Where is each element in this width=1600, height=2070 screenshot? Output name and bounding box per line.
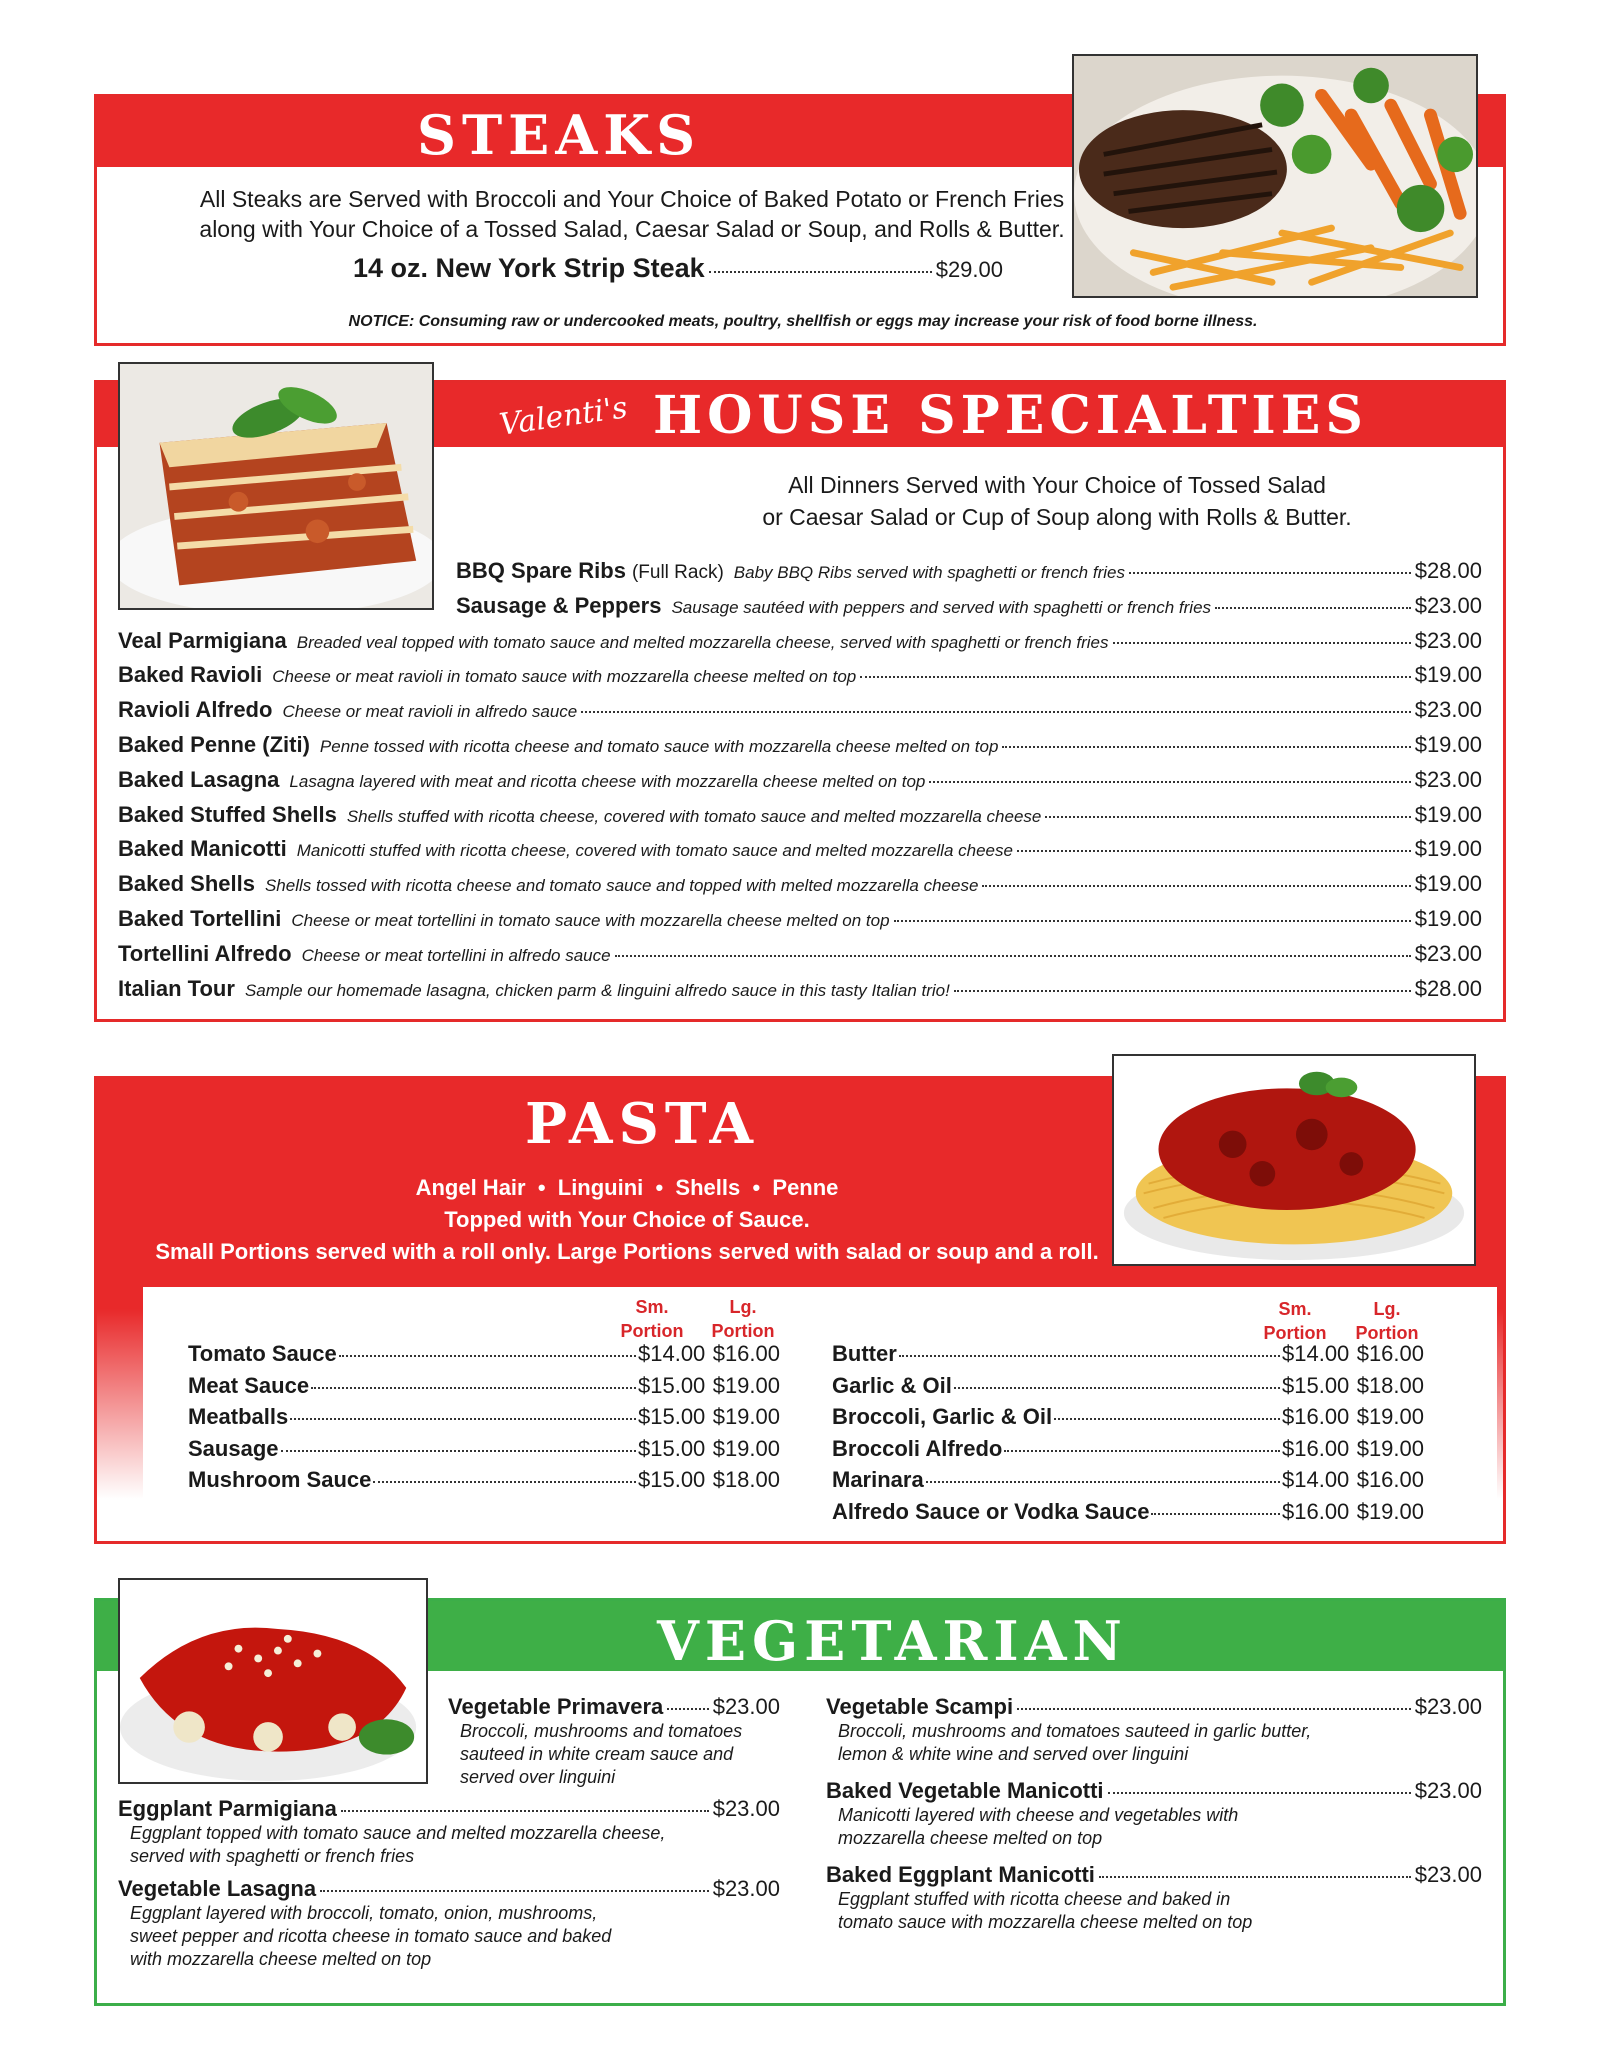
specialty-price: $19.00 (1414, 836, 1482, 862)
specialty-row (118, 941, 1482, 967)
leader-dots (1004, 1450, 1280, 1452)
leader-dots (281, 1450, 637, 1452)
vegetarian-desc: Broccoli, mushrooms and tomatoes sauteed in white cream sauce and served over linguini (460, 1721, 743, 1787)
specialty-row (118, 662, 1482, 688)
specialty-name: Tortellini Alfredo (118, 940, 292, 966)
specialty-name: Sausage & Peppers (456, 592, 662, 618)
pasta-row (832, 1436, 1424, 1462)
pasta-large-price: $18.00 (1356, 1372, 1424, 1398)
vegetarian-name: Vegetable Scampi (826, 1694, 1014, 1719)
leader-dots (926, 1481, 1280, 1483)
specialty-name: Baked Stuffed Shells (118, 801, 337, 827)
leader-dots (1045, 816, 1410, 818)
vegetarian-item-header (826, 1778, 1482, 1804)
specialty-row (118, 767, 1482, 793)
steak-photo-icon (1072, 54, 1478, 298)
pasta-large-price: $19.00 (712, 1372, 780, 1398)
leader-dots (982, 885, 1410, 887)
manicotti-photo-icon (118, 1578, 428, 1784)
leader-dots (1099, 1876, 1411, 1878)
leader-dots (581, 711, 1410, 713)
pasta-sauce-name: Marinara (832, 1467, 924, 1493)
pasta-small-price: $15.00 (638, 1435, 706, 1461)
vegetarian-price: $23.00 (1414, 1694, 1482, 1719)
leader-dots (1113, 642, 1411, 644)
specialty-desc: Shells stuffed with ricotta cheese, covered with tomato sauce and melted mozzarella cheese (346, 806, 1042, 826)
leader-dots (615, 955, 1411, 957)
specialty-desc: Manicotti stuffed with ricotta cheese, covered with tomato sauce and melted mozzarella cheese (296, 841, 1013, 861)
pasta-sauce-name: Alfredo Sauce or Vodka Sauce (832, 1499, 1150, 1524)
pasta-row (188, 1436, 780, 1462)
pasta-large-price: $19.00 (1356, 1435, 1424, 1461)
specialty-name: Baked Manicotti (118, 836, 287, 862)
steaks-title: STEAKS (417, 103, 702, 167)
specialty-row (118, 628, 1482, 654)
pasta-sauce-name: Meatballs (188, 1404, 289, 1430)
specialty-desc: Cheese or meat tortellini in alfredo sauce (301, 945, 611, 965)
steaks-notice: NOTICE: Consuming raw or undercooked meats, poultry, shellfish or eggs may increase your risk of food borne illness. (348, 313, 1258, 330)
vegetarian-price: $23.00 (1414, 1778, 1482, 1803)
leader-dots (320, 1890, 709, 1892)
specialty-name: Baked Ravioli (118, 662, 263, 688)
specialty-price: $19.00 (1414, 662, 1482, 688)
specialty-row (118, 802, 1482, 828)
vegetarian-price: $23.00 (712, 1796, 780, 1821)
specialty-row (118, 697, 1482, 723)
vegetarian-item-header (448, 1694, 780, 1720)
specialties-script: Valenti's (497, 390, 630, 443)
specialty-desc: Breaded veal topped with tomato sauce and melted mozzarella cheese, served with spaghetti or french fries (296, 632, 1109, 652)
specialty-name: Baked Tortellini (118, 906, 282, 931)
leader-dots (373, 1481, 636, 1483)
pasta-large-price: $19.00 (1356, 1404, 1424, 1430)
vegetarian-item (826, 1862, 1482, 1934)
pasta-sauce-name: Butter (832, 1341, 897, 1366)
specialty-price: $19.00 (1414, 906, 1482, 931)
vegetarian-name: Eggplant Parmigiana (118, 1796, 337, 1821)
leader-dots (667, 1708, 708, 1710)
pasta-small-price: $15.00 (638, 1404, 706, 1430)
pasta-row (832, 1404, 1424, 1430)
pasta-row (832, 1341, 1424, 1367)
specialty-note: (Full Rack) (631, 562, 724, 583)
vegetarian-name: Vegetable Primavera (448, 1694, 664, 1719)
pasta-large-price: $16.00 (1356, 1341, 1424, 1366)
specialty-desc: Cheese or meat ravioli in tomato sauce with mozzarella cheese melted on top (272, 667, 857, 687)
vegetarian-desc: Manicotti layered with cheese and vegetables with mozzarella cheese melted on top (838, 1805, 1239, 1848)
specialty-row (118, 906, 1482, 932)
pasta-small-price: $16.00 (1282, 1435, 1350, 1461)
leader-dots (1002, 746, 1410, 748)
specialty-price: $23.00 (1414, 592, 1482, 618)
leader-dots (311, 1387, 636, 1389)
leader-dots (1151, 1513, 1280, 1515)
pasta-row (832, 1499, 1424, 1525)
pasta-small-price: $16.00 (1282, 1404, 1350, 1430)
specialty-name: Italian Tour (118, 975, 235, 1001)
pasta-sauce-name: Meat Sauce (188, 1372, 310, 1398)
vegetarian-name: Vegetable Lasagna (118, 1876, 317, 1901)
vegetarian-desc: Eggplant topped with tomato sauce and melted mozzarella cheese, served with spaghetti or french fries (130, 1823, 666, 1866)
specialty-name: Veal Parmigiana (118, 627, 287, 653)
vegetarian-desc: Eggplant layered with broccoli, tomato, onion, mushrooms, sweet pepper and ricotta cheese in tomato sauce and baked with mozzarella cheese melted on top (130, 1903, 612, 1969)
specialty-row (456, 558, 1482, 584)
specialty-price: $28.00 (1414, 558, 1482, 583)
left-small-heading: Sm. Portion (620, 1297, 684, 1341)
specialty-row (118, 976, 1482, 1002)
pasta-sauce-name: Broccoli, Garlic & Oil (832, 1404, 1053, 1430)
leader-dots (860, 676, 1410, 678)
pasta-large-price: $16.00 (712, 1341, 780, 1366)
pasta-sauce-name: Tomato Sauce (188, 1341, 337, 1366)
vegetarian-item (118, 1876, 780, 1971)
lasagna-photo-icon (118, 362, 434, 610)
pasta-small-price: $15.00 (638, 1372, 706, 1398)
pasta-small-price: $15.00 (1282, 1372, 1350, 1398)
pasta-small-price: $14.00 (1282, 1341, 1350, 1366)
specialty-desc: Cheese or meat ravioli in alfredo sauce (282, 702, 578, 722)
leader-dots (290, 1418, 636, 1420)
specialty-desc: Sausage sautéed with peppers and served with spaghetti or french fries (671, 597, 1212, 617)
specialties-intro-1: All Dinners Served with Your Choice of Tossed Salad (788, 472, 1326, 498)
pasta-small-price: $16.00 (1282, 1499, 1350, 1524)
leader-dots (954, 1387, 1280, 1389)
specialty-row (456, 593, 1482, 619)
vegetarian-item (826, 1778, 1482, 1850)
vegetarian-desc: Eggplant stuffed with ricotta cheese and baked in tomato sauce with mozzarella cheese melted on top (838, 1889, 1253, 1932)
leader-dots (1017, 1708, 1411, 1710)
specialty-name: Ravioli Alfredo (118, 697, 273, 723)
pasta-row (188, 1373, 780, 1399)
steaks-intro-1: All Steaks are Served with Broccoli and Your Choice of Baked Potato or French Fries (199, 186, 1065, 212)
pasta-large-price: $19.00 (712, 1435, 780, 1461)
vegetarian-desc: Broccoli, mushrooms and tomatoes sauteed in garlic butter, lemon & white wine and served over linguini (838, 1721, 1312, 1764)
pasta-row (832, 1373, 1424, 1399)
specialty-desc: Shells tossed with ricotta cheese and tomato sauce and topped with melted mozzarella cheese (264, 876, 979, 896)
pasta-line3: Small Portions served with a roll only. Large Portions served with salad or soup and a roll. (155, 1239, 1099, 1264)
steak-item (353, 253, 1003, 284)
pasta-line2: Topped with Your Choice of Sauce. (444, 1207, 810, 1232)
vegetarian-item (118, 1796, 780, 1868)
specialty-name: Baked Lasagna (118, 766, 280, 792)
specialty-desc: Penne tossed with ricotta cheese and tomato sauce with mozzarella cheese melted on top (319, 737, 999, 756)
leader-dots (929, 781, 1410, 783)
specialty-desc: Sample our homemade lasagna, chicken parm & linguini alfredo sauce in this tasty Italian trio! (244, 980, 950, 1000)
pasta-row (832, 1467, 1424, 1493)
pasta-small-price: $15.00 (638, 1467, 706, 1493)
specialty-row (118, 732, 1482, 758)
pasta-sauce-name: Broccoli Alfredo (832, 1435, 1003, 1461)
vegetarian-price: $23.00 (712, 1876, 780, 1901)
specialty-name: Baked Shells (118, 871, 255, 897)
leader-dots (894, 920, 1411, 922)
specialties-title: HOUSE SPECIALTIES (653, 385, 1368, 446)
pasta-row (188, 1404, 780, 1430)
steak-item-name: 14 oz. New York Strip Steak (353, 253, 705, 283)
pasta-title: PASTA (525, 1091, 759, 1157)
specialty-price: $19.00 (1414, 801, 1482, 827)
left-large-heading: Lg. Portion (711, 1297, 775, 1341)
right-small-heading: Sm. Portion (1263, 1299, 1327, 1343)
vegetarian-price: $23.00 (1414, 1862, 1482, 1887)
leader-dots (1017, 850, 1411, 852)
pasta-sauce-name: Mushroom Sauce (188, 1467, 372, 1493)
vegetarian-title: VEGETARIAN (657, 1609, 1128, 1673)
leader-dots (954, 990, 1411, 992)
specialty-row (118, 871, 1482, 897)
specialty-price: $23.00 (1414, 940, 1482, 966)
leader-dots (339, 1355, 636, 1357)
leader-dots (709, 271, 932, 273)
specialty-price: $23.00 (1414, 766, 1482, 792)
specialty-desc: Baby BBQ Ribs served with spaghetti or french fries (733, 563, 1125, 582)
vegetarian-item (826, 1694, 1482, 1766)
specialty-price: $23.00 (1414, 697, 1482, 723)
pasta-small-price: $14.00 (638, 1341, 706, 1366)
pasta-large-price: $16.00 (1356, 1467, 1424, 1493)
vegetarian-item (448, 1694, 780, 1789)
specialty-price: $23.00 (1414, 627, 1482, 653)
pasta-large-price: $19.00 (712, 1404, 780, 1430)
pasta-large-price: $18.00 (712, 1467, 780, 1493)
specialties-intro-2: or Caesar Salad or Cup of Soup along with Rolls & Butter. (762, 504, 1352, 530)
specialty-row (118, 836, 1482, 862)
pasta-sauce-name: Garlic & Oil (832, 1372, 952, 1398)
vegetarian-price: $23.00 (712, 1694, 780, 1719)
specialty-name: Baked Penne (Ziti) (118, 732, 310, 757)
vegetarian-item-header (118, 1876, 780, 1902)
steak-item-price: $29.00 (935, 257, 1003, 282)
steaks-intro-2: along with Your Choice of a Tossed Salad, Caesar Salad or Soup, and Rolls & Butter. (199, 216, 1065, 242)
specialty-price: $28.00 (1414, 975, 1482, 1001)
leader-dots (1054, 1418, 1280, 1420)
vegetarian-item-header (118, 1796, 780, 1822)
pasta-sauce-name: Sausage (188, 1435, 279, 1461)
specialty-desc: Lasagna layered with meat and ricotta cheese with mozzarella cheese melted on top (289, 771, 926, 791)
vegetarian-name: Baked Vegetable Manicotti (826, 1778, 1104, 1803)
spaghetti-photo-icon (1112, 1054, 1476, 1266)
pasta-row (188, 1341, 780, 1367)
pasta-small-price: $14.00 (1282, 1467, 1350, 1493)
specialty-name: BBQ Spare Ribs (456, 558, 626, 583)
leader-dots (1215, 607, 1411, 609)
specialty-price: $19.00 (1414, 871, 1482, 897)
vegetarian-item-header (826, 1694, 1482, 1720)
vegetarian-name: Baked Eggplant Manicotti (826, 1862, 1095, 1887)
pasta-large-price: $19.00 (1356, 1499, 1424, 1524)
specialty-price: $19.00 (1414, 732, 1482, 757)
specialty-desc: Cheese or meat tortellini in tomato sauce with mozzarella cheese melted on top (291, 911, 890, 930)
pasta-types: Angel Hair • Linguini • Shells • Penne (415, 1175, 839, 1200)
leader-dots (1108, 1792, 1411, 1794)
vegetarian-item-header (826, 1862, 1482, 1888)
leader-dots (1129, 572, 1411, 574)
leader-dots (341, 1810, 709, 1812)
right-large-heading: Lg. Portion (1355, 1299, 1419, 1343)
leader-dots (899, 1355, 1280, 1357)
pasta-row (188, 1467, 780, 1493)
